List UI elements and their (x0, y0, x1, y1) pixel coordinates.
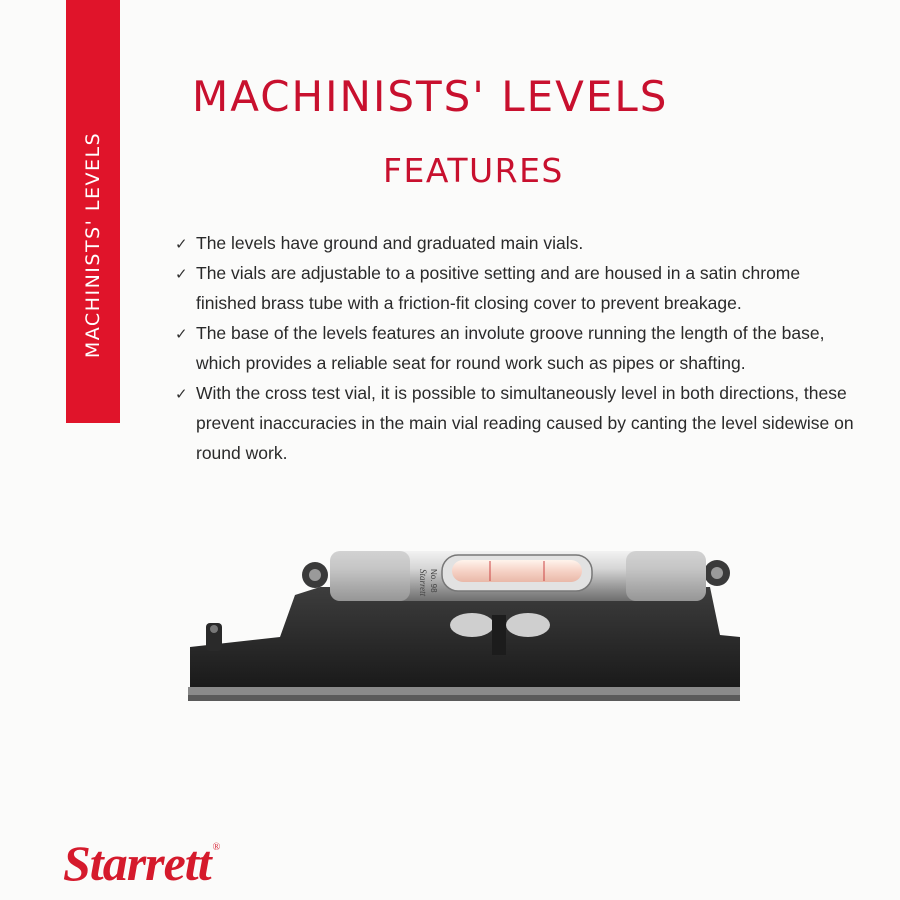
brand-logo (63, 835, 220, 891)
vial-label-brand: Starrett (418, 569, 428, 597)
feature-item (175, 258, 855, 318)
check-icon: ✓ (175, 265, 188, 283)
section-subtitle: FEATURES (383, 151, 564, 190)
check-icon: ✓ (175, 235, 188, 253)
side-band-label: MACHINISTS' LEVELS (82, 131, 104, 359)
feature-item (175, 378, 855, 468)
vial-label-model: No. 98 (429, 569, 438, 593)
page-title: MACHINISTS' LEVELS (192, 72, 669, 121)
feature-item (175, 318, 855, 378)
feature-text: The levels have ground and graduated main vials. (196, 233, 584, 253)
feature-item (175, 228, 855, 258)
machinists-level-image (180, 545, 740, 710)
feature-text: The base of the levels features an involute groove running the length of the base, which provides a reliable seat for round work such as pipes or shafting. (196, 323, 825, 373)
registered-mark: ® (212, 842, 220, 853)
feature-text: The vials are adjustable to a positive setting and are housed in a satin chrome finished brass tube with a friction-fit closing cover to prevent breakage. (196, 263, 801, 313)
check-icon: ✓ (175, 385, 188, 403)
features-list (175, 228, 855, 468)
check-icon: ✓ (175, 325, 188, 343)
logo-text: Starrett (63, 835, 211, 891)
feature-text: With the cross test vial, it is possible to simultaneously level in both directions, these prevent inaccuracies in the main vial reading caused by canting the level sidewise on round work. (196, 383, 854, 463)
